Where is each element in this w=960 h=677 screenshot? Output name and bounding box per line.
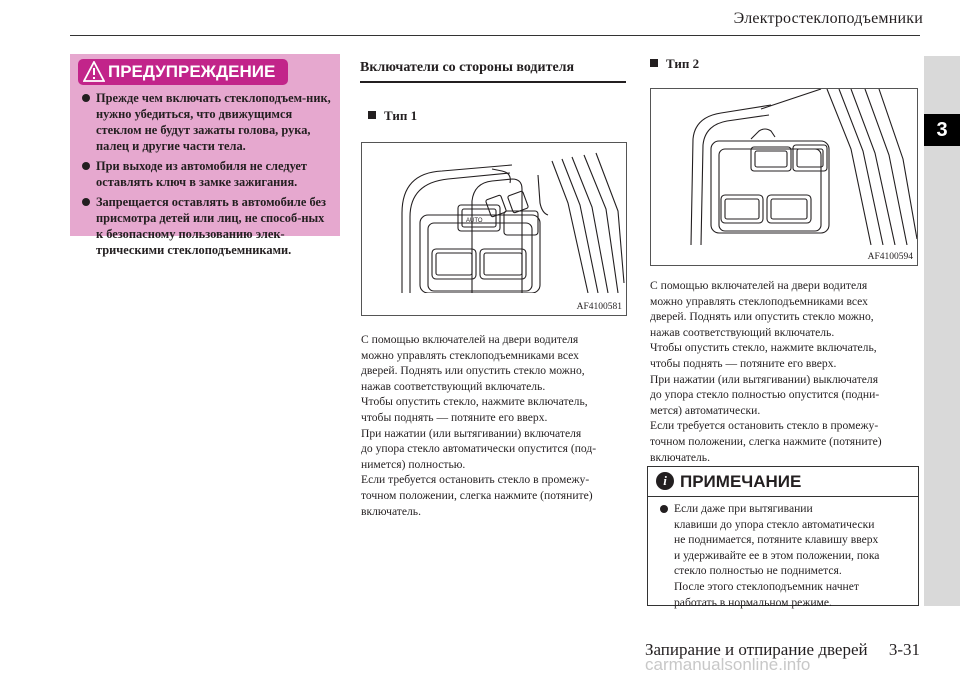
note-box	[647, 466, 919, 609]
warning-box	[70, 54, 340, 257]
type1-text: С помощью включателей на двери водителя можно управлять стеклоподъемниками всех дверей. Поднять или опустить стекло можно, нажав соответствующий включатель. Чтобы опустить стекло, нажмите включатель, чтобы поднять — потяните его вверх. При нажатии (или вытягивании) включателя до упора стекло автоматически опустится (под- нимется) полностью. Если требуется остановить стекло в промежу- точном положении, слегка нажмите (потяните) включатель.	[361, 333, 597, 518]
figure-code: AF4100594	[867, 252, 913, 262]
bullet-icon	[660, 505, 668, 513]
warning-item: При выходе из автомобиля не следует оставлять ключ в замке зажигания.	[82, 158, 334, 190]
type1-figure	[361, 142, 627, 316]
page-header-title: Электростеклоподъемники	[733, 10, 923, 27]
type1-switch-illustration	[362, 143, 626, 293]
header-rule	[70, 35, 920, 36]
warning-item: Прежде чем включать стеклоподъем-ник, нужно убедиться, что движущимся стеклом не будут зажаты голова, рука, палец и другие части тела.	[82, 90, 334, 154]
type2-figure	[650, 88, 918, 266]
watermark: carmanualsonline.info	[645, 655, 811, 674]
type2-switch-illustration	[651, 89, 917, 245]
section-rule	[360, 81, 626, 83]
note-title: ПРИМЕЧАНИЕ	[680, 472, 802, 491]
type2-heading: Тип 2	[650, 56, 699, 72]
warning-header	[78, 59, 288, 85]
warning-title: ПРЕДУПРЕЖДЕНИЕ	[108, 62, 276, 81]
bullet-icon	[82, 94, 90, 102]
type1-heading: Тип 1	[368, 108, 417, 124]
type2-text: С помощью включателей на двери водителя можно управлять стеклоподъемниками всех дверей. Поднять или опустить стекло можно, нажав соответствующий включатель. Чтобы опустить стекло, нажмите включатель, чтобы поднять — потяните его вверх. При нажатии (или вытягивании) выключателя до упора стекло полностью опустится (подни- мется) автоматически. Если требуется остановить стекло в промежу- точном положении, слегка нажмите (потяните) включатель.	[650, 279, 882, 464]
warning-list	[82, 90, 334, 262]
note-item: Если даже при вытягивании клавиши до упора стекло автоматически не поднимается, потяните клавишу вверх и удерживайте ее в этом положении, пока стекло полностью не поднимется. После этого стеклоподъемник начнет работать в нормальном режиме.	[660, 501, 912, 610]
chapter-number: 3	[924, 114, 960, 146]
bullet-icon	[82, 198, 90, 206]
page-footer: Запирание и отпирание дверей 3-31	[644, 640, 920, 659]
bullet-icon	[82, 162, 90, 170]
note-body	[660, 501, 912, 610]
info-icon: i	[656, 472, 674, 490]
warning-triangle-icon	[83, 61, 105, 82]
square-bullet-icon	[650, 59, 658, 67]
figure-code: AF4100581	[576, 302, 622, 312]
auto-switch-label: AUTO	[466, 218, 483, 224]
square-bullet-icon	[368, 111, 376, 119]
warning-item: Запрещается оставлять в автомобиле без присмотра детей или лиц, не способ-ных к безопасному пользованию элек-трическими стеклоподъемниками.	[82, 194, 334, 258]
section-title: Включатели со стороны водителя	[360, 60, 575, 75]
note-header	[648, 467, 918, 497]
